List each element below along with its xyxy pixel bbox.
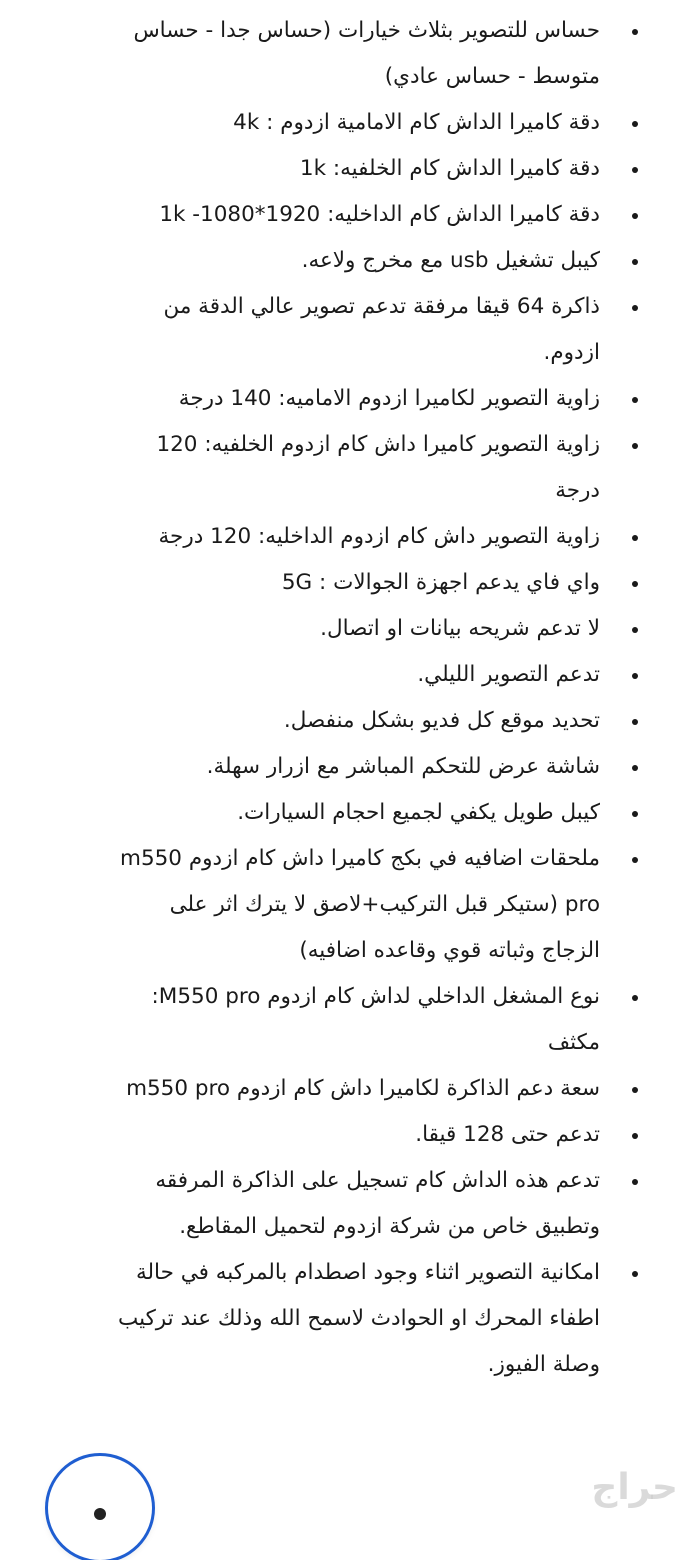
spec-item-text: واي فاي يدعم اجهزة الجوالات : 5G xyxy=(281,570,600,595)
product-spec-content xyxy=(108,8,638,1388)
spec-item xyxy=(108,652,638,698)
spec-item xyxy=(108,790,638,836)
spec-item-text: شاشة عرض للتحكم المباشر مع ازرار سهلة. xyxy=(206,754,600,779)
spec-item xyxy=(108,284,638,376)
spec-item xyxy=(108,192,638,238)
spec-item xyxy=(108,836,638,974)
spec-item-text: دقة كاميرا الداش كام الخلفيه: 1k xyxy=(299,156,600,181)
haraj-watermark-logo: حراج xyxy=(591,1467,678,1508)
spec-item xyxy=(108,698,638,744)
spec-item-text: زاوية التصوير داش كام ازدوم الداخليه: 120 درجة xyxy=(158,524,600,549)
fab-dot-icon xyxy=(94,1508,106,1520)
spec-item-text: دقة كاميرا الداش كام الامامية ازدوم : 4k xyxy=(233,110,600,135)
spec-item-text: تدعم حتى 128 قيقا. xyxy=(415,1122,600,1147)
spec-item xyxy=(108,8,638,100)
spec-item xyxy=(108,514,638,560)
spec-item-text: لا تدعم شريحه بيانات او اتصال. xyxy=(320,616,600,641)
spec-item xyxy=(108,1066,638,1112)
spec-item-text: كيبل تشغيل usb مع مخرج ولاعه. xyxy=(301,248,600,273)
spec-item-text: زاوية التصوير كاميرا داش كام ازدوم الخلفيه: 120 درجة xyxy=(156,432,600,503)
spec-item-text: كيبل طويل يكفي لجميع احجام السيارات. xyxy=(237,800,600,825)
spec-item-text: امكانية التصوير اثناء وجود اصطدام بالمركبه في حالة اطفاء المحرك او الحوادث لاسمح الله وذلك عند تركيب وصلة الفيوز. xyxy=(117,1260,600,1377)
spec-item xyxy=(108,606,638,652)
spec-item xyxy=(108,422,638,514)
spec-item-text: سعة دعم الذاكرة لكاميرا داش كام ازدوم m550 pro xyxy=(126,1076,600,1101)
spec-item xyxy=(108,376,638,422)
spec-item-text: ذاكرة 64 قيقا مرفقة تدعم تصوير عالي الدقة من ازدوم. xyxy=(163,294,600,365)
spec-item xyxy=(108,1250,638,1388)
spec-item-text: حساس للتصوير بثلاث خيارات (حساس جدا - حساس متوسط - حساس عادي) xyxy=(133,18,600,89)
floating-action-button[interactable] xyxy=(48,1456,152,1560)
spec-item-text: تحديد موقع كل فديو بشكل منفصل. xyxy=(283,708,600,733)
spec-item xyxy=(108,238,638,284)
spec-item-text: نوع المشغل الداخلي لداش كام ازدوم M550 pro: مكثف xyxy=(151,984,600,1055)
spec-item xyxy=(108,1112,638,1158)
spec-item-text: ملحقات اضافيه في بكج كاميرا داش كام ازدوم m550 pro (ستيكر قبل التركيب+لاصق لا يترك اثر على الزجاج وثباته قوي وقاعده اضافيه) xyxy=(120,846,600,963)
spec-item-text: زاوية التصوير لكاميرا ازدوم الاماميه: 140 درجة xyxy=(178,386,600,411)
spec-item xyxy=(108,146,638,192)
spec-item xyxy=(108,560,638,606)
spec-item xyxy=(108,974,638,1066)
spec-item-text: دقة كاميرا الداش كام الداخليه: 1920*1080- 1k xyxy=(159,202,600,227)
spec-item xyxy=(108,1158,638,1250)
spec-list xyxy=(108,8,638,1388)
spec-item xyxy=(108,744,638,790)
spec-item xyxy=(108,100,638,146)
spec-item-text: تدعم التصوير الليلي. xyxy=(417,662,600,687)
spec-item-text: تدعم هذه الداش كام تسجيل على الذاكرة المرفقه وتطبيق خاص من شركة ازدوم لتحميل المقاطع. xyxy=(155,1168,600,1239)
